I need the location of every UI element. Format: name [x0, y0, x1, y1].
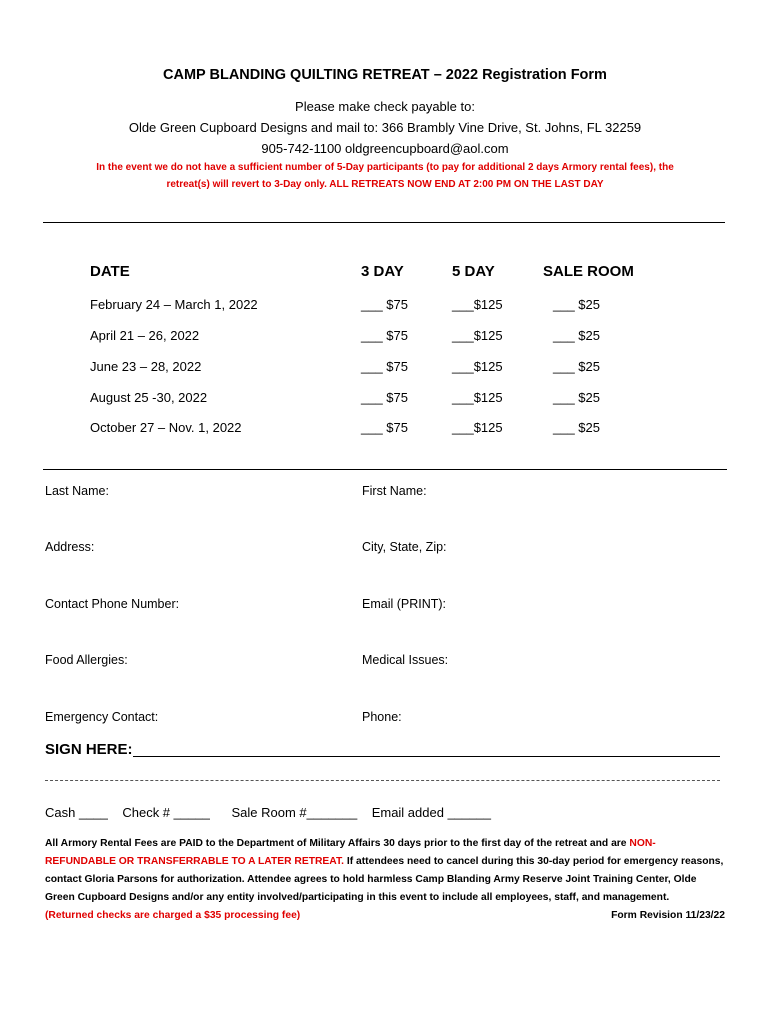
medical-issues-field[interactable]: Medical Issues:	[362, 653, 449, 667]
table-divider	[43, 469, 727, 470]
last-name-field[interactable]: Last Name:	[45, 484, 109, 498]
column-header-5-day: 5 DAY	[452, 263, 495, 280]
three-day-option[interactable]: ___ $75	[361, 328, 408, 343]
signature-line[interactable]	[133, 756, 720, 757]
header-divider	[43, 222, 725, 223]
address-field[interactable]: Address:	[45, 540, 95, 554]
five-day-option[interactable]: ___$125	[452, 297, 503, 312]
first-name-field[interactable]: First Name:	[362, 484, 427, 498]
five-day-option[interactable]: ___$125	[452, 390, 503, 405]
sale-room-option[interactable]: ___ $25	[553, 359, 600, 374]
notice-line-1: In the event we do not have a sufficient number of 5-Day participants (to pay for additional 2 days Armory rental fees), the	[96, 162, 674, 173]
three-day-option[interactable]: ___ $75	[361, 390, 408, 405]
retreat-date: June 23 – 28, 2022	[90, 359, 202, 374]
three-day-option[interactable]: ___ $75	[361, 359, 408, 374]
returned-checks-notice: (Returned checks are charged a $35 processing fee)	[45, 910, 301, 921]
terms-and-conditions	[45, 835, 725, 925]
five-day-option[interactable]: ___$125	[452, 359, 503, 374]
office-use-row	[45, 805, 491, 820]
email-field[interactable]: Email (PRINT):	[362, 597, 447, 611]
retreat-date: April 21 – 26, 2022	[90, 328, 200, 343]
signature-label: SIGN HERE:	[45, 741, 133, 758]
terms-text-continued: If attendees need to cancel during this 30-day period for emergency reasons, contact Gloria Parsons for authorization. Attendee agrees to hold harmless Camp Blanding Army Reserve Joint Training Center, Olde Green Cupboard Designs and/or any entity involved/participating in this event to include all employees, staff, and management.	[45, 856, 724, 903]
notice-line-2: retreat(s) will revert to 3-Day only. ALL RETREATS NOW END AT 2:00 PM ON THE LAST DAY	[166, 179, 604, 190]
column-header-date: DATE	[90, 263, 130, 280]
three-day-option[interactable]: ___ $75	[361, 420, 408, 435]
form-title: CAMP BLANDING QUILTING RETREAT – 2022 Registration Form	[163, 67, 607, 83]
retreat-date: August 25 -30, 2022	[90, 390, 208, 405]
form-revision: Form Revision 11/23/22	[611, 910, 725, 921]
five-day-option[interactable]: ___$125	[452, 420, 503, 435]
signature-field[interactable]	[45, 741, 720, 761]
mailing-address: Olde Green Cupboard Designs and mail to: 366 Brambly Vine Drive, St. Johns, FL 32259	[128, 120, 642, 135]
phone-field[interactable]: Phone:	[362, 710, 402, 724]
retreat-date: February 24 – March 1, 2022	[90, 297, 258, 312]
three-day-option[interactable]: ___ $75	[361, 297, 408, 312]
food-allergies-field[interactable]: Food Allergies:	[45, 653, 128, 667]
table-row	[0, 359, 770, 379]
payable-instruction: Please make check payable to:	[295, 99, 475, 114]
table-row	[0, 390, 770, 410]
sale-room-option[interactable]: ___ $25	[553, 297, 600, 312]
five-day-option[interactable]: ___$125	[452, 328, 503, 343]
sale-room-option[interactable]: ___ $25	[553, 420, 600, 435]
office-use-divider	[45, 780, 720, 781]
email-added-field[interactable]: Email added ______	[371, 805, 491, 820]
table-row	[0, 328, 770, 348]
retreat-date: October 27 – Nov. 1, 2022	[90, 420, 242, 435]
emergency-contact-field[interactable]: Emergency Contact:	[45, 710, 159, 724]
column-header-sale-room: SALE ROOM	[543, 263, 634, 280]
table-row	[0, 420, 770, 440]
sale-room-option[interactable]: ___ $25	[553, 328, 600, 343]
terms-text: All Armory Rental Fees are PAID to the Department of Military Affairs 30 days prior to the first day of the retreat and are	[45, 838, 630, 849]
cash-field[interactable]: Cash ____	[45, 805, 108, 820]
sale-room-option[interactable]: ___ $25	[553, 390, 600, 405]
contact-phone-field[interactable]: Contact Phone Number:	[45, 597, 180, 611]
city-state-zip-field[interactable]: City, State, Zip:	[362, 540, 447, 554]
sale-room-number-field[interactable]: Sale Room #_______	[231, 805, 358, 820]
non-refundable-notice: NON-REFUNDABLE OR TRANSFERRABLE TO A LATER RETREAT.	[45, 838, 656, 867]
check-number-field[interactable]: Check # _____	[122, 805, 210, 820]
table-row	[0, 297, 770, 317]
contact-info: 905-742-1100 oldgreencupboard@aol.com	[261, 141, 509, 156]
column-header-3-day: 3 DAY	[361, 263, 404, 280]
